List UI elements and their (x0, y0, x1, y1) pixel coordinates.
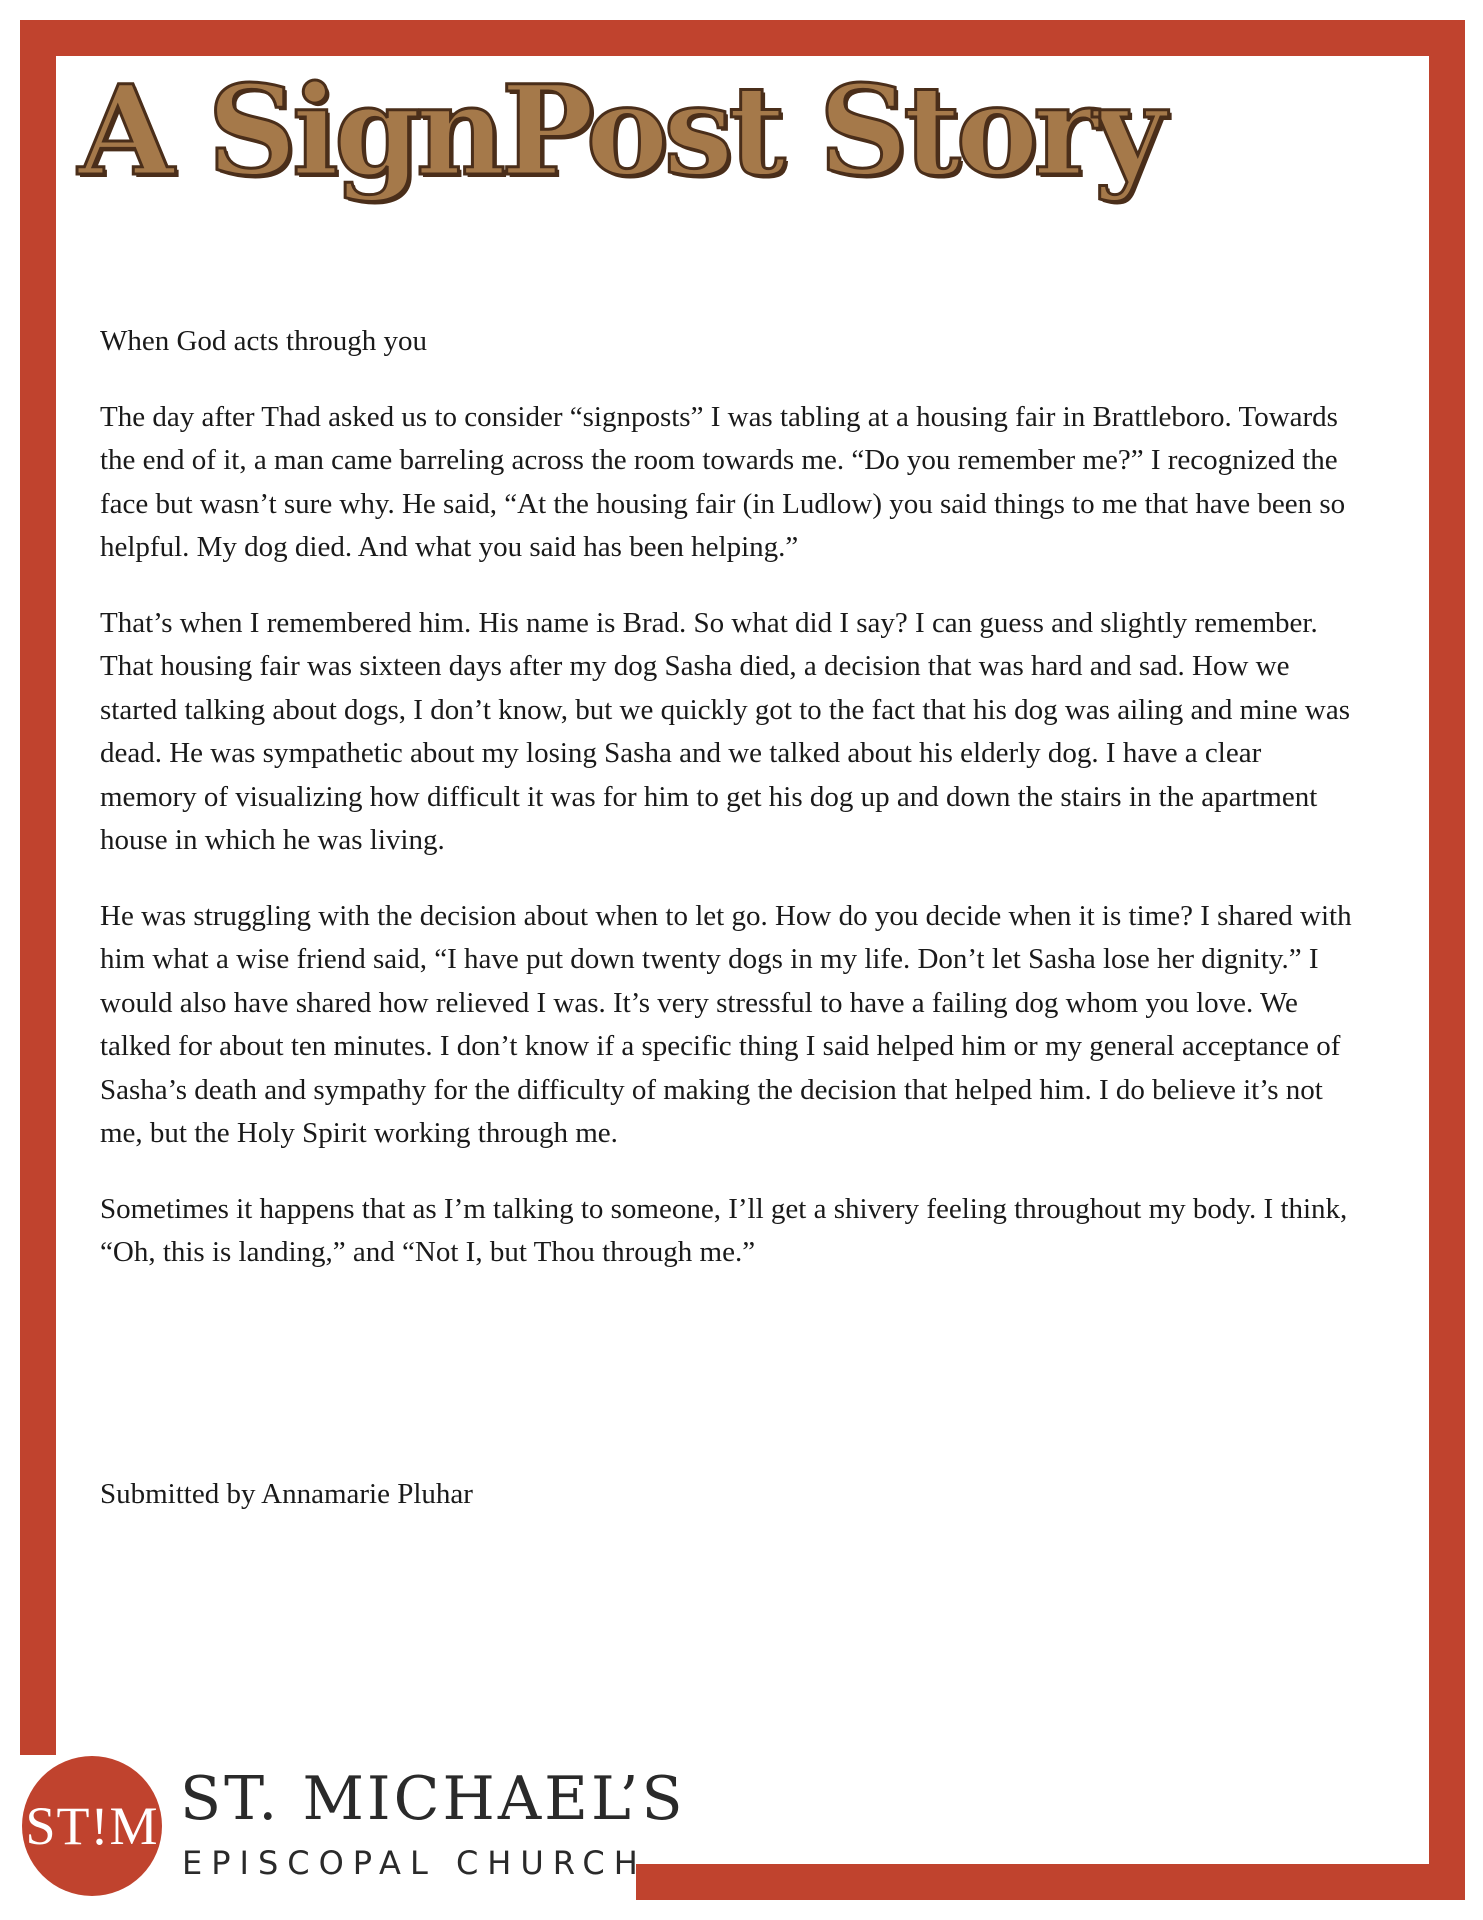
story-paragraph-4: Sometimes it happens that as I’m talking to someone, I’ll get a shivery feeling throughout my body. I think, “Oh, this is landing,” and “Not I, but Thou through me.” (100, 1192, 1348, 1268)
story-paragraph-3: He was struggling with the decision about when to let go. How do you decide when it is time? I shared with him what a wise friend said, “I have put down twenty dogs in my life. Don’t let Sasha lose her dignity.” I would also have shared how relieved I was. It’s very stressful to have a failing dog whom you love. We talked for about ten minutes. I don’t know if a specific thing I said helped him or my general acceptance of Sasha’s death and sympathy for the difficulty of making the decision that helped him. I do believe it’s not me, but the Holy Spirit working through me. (100, 899, 1352, 1149)
submitted-by: Submitted by Annamarie Pluhar (100, 1478, 473, 1510)
page-title: A SignPost Story (78, 59, 1161, 204)
story-subtitle: When God acts through you (100, 325, 427, 357)
story-body (100, 320, 1365, 1307)
church-logo-icon (22, 1756, 162, 1896)
page-frame-left (20, 20, 56, 1755)
page-frame-top (20, 20, 1465, 56)
page-frame-bottom (636, 1864, 1465, 1900)
logo-monogram: ST!M (25, 1796, 159, 1856)
church-logo (22, 1756, 686, 1906)
story-paragraph-2: That’s when I remembered him. His name is Brad. So what did I say? I can guess and slightly remember. That housing fair was sixteen days after my dog Sasha died, a decision that was hard and sad. How we started talking about dogs, I don’t know, but we quickly got to the fact that his dog was ailing and mine was dead. He was sympathetic about my losing Sasha and we talked about his elderly dog. I have a clear memory of visualizing how difficult it was for him to get his dog up and down the stairs in the apartment house in which he was living. (100, 606, 1351, 856)
logo-church-name: ST. MICHAEL’S (180, 1764, 686, 1834)
page-frame-right (1429, 20, 1465, 1900)
story-paragraph-1: The day after Thad asked us to consider “signposts” I was tabling at a housing fair in Brattleboro. Towards the end of it, a man came barreling across the room towards me. “Do you remember me?” I recognized the face but wasn’t sure why. He said, “At the housing fair (in Ludlow) you said things to me that have been so helpful. My dog died. And what you said has been helping.” (100, 400, 1346, 563)
logo-church-subname: EPISCOPAL CHURCH (182, 1844, 647, 1882)
